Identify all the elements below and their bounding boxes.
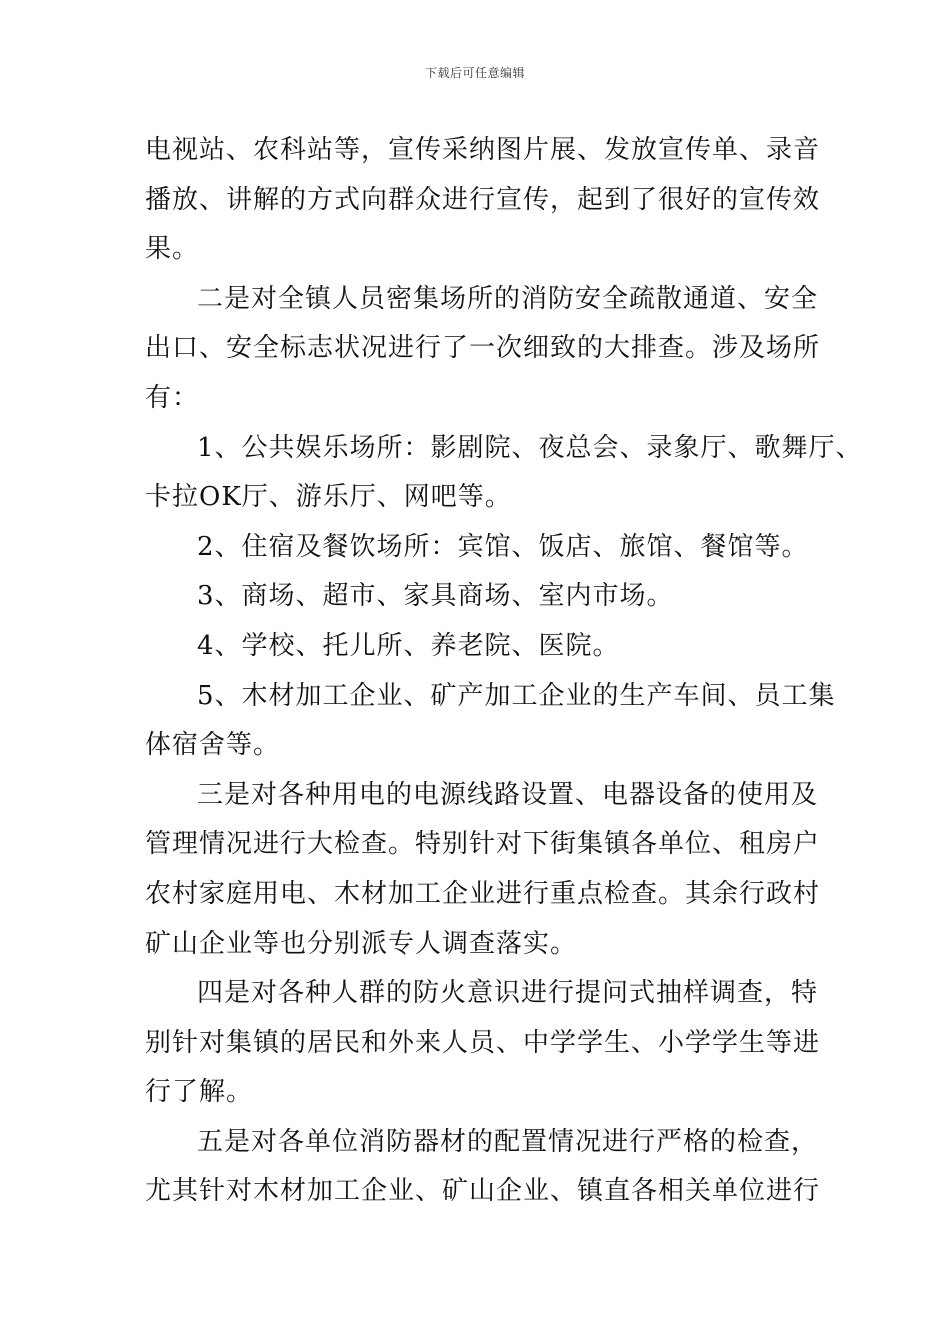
- text-line: 别针对集镇的居民和外来人员、中学学生、小学学生等进: [145, 1027, 821, 1058]
- text-line: 出口、安全标志状况进行了一次细致的大排查。涉及场所: [145, 333, 821, 364]
- text-line: 3、商场、超市、家具商场、室内市场。: [197, 581, 674, 612]
- text-line: 2、住宿及餐饮场所：宾馆、饭店、旅馆、餐馆等。: [197, 531, 809, 562]
- text-line: 三是对各种用电的电源线路设置、电器设备的使用及: [197, 779, 819, 810]
- paragraph: [145, 1118, 821, 1217]
- text-line: 果。: [145, 234, 200, 265]
- text-line: 4、学校、托儿所、养老院、医院。: [197, 630, 620, 661]
- paragraph: [145, 572, 815, 622]
- paragraph: [145, 523, 815, 573]
- document-body: [145, 126, 863, 1217]
- text-line: 1、公共娱乐场所：影剧院、夜总会、录象厅、歌舞厅、: [197, 432, 863, 463]
- paragraph: [145, 622, 815, 672]
- text-line: 行了解。: [145, 1077, 254, 1108]
- paragraph: [145, 771, 821, 969]
- text-line: 播放、讲解的方式向群众进行宣传，起到了很好的宣传效: [145, 184, 821, 215]
- text-line: 二是对全镇人员密集场所的消防安全疏散通道、安全: [197, 283, 819, 314]
- text-line: 体宿舍等。: [145, 730, 281, 761]
- paragraph: [145, 126, 821, 275]
- text-line: 5、木材加工企业、矿产加工企业的生产车间、员工集: [197, 680, 836, 711]
- text-line: 管理情况进行大检查。特别针对下街集镇各单位、租房户: [145, 829, 821, 860]
- text-line: 四是对各种人群的防火意识进行提问式抽样调查，特: [197, 978, 819, 1009]
- text-line: 有：: [145, 382, 200, 413]
- text-line: 电视站、农科站等，宣传采纳图片展、发放宣传单、录音: [145, 135, 821, 165]
- text-line: 农村家庭用电、木材加工企业进行重点检查。其余行政村: [145, 878, 821, 909]
- page-header-note: 下载后可任意编辑: [424, 66, 525, 80]
- paragraph: [145, 672, 836, 771]
- paragraph: [145, 424, 863, 523]
- paragraph: [145, 969, 821, 1118]
- text-line: 卡拉OK厅、游乐厅、网吧等。: [145, 482, 512, 513]
- text-line: 五是对各单位消防器材的配置情况进行严格的检查，: [197, 1126, 819, 1157]
- text-line: 尤其针对木材加工企业、矿山企业、镇直各相关单位进行: [145, 1176, 821, 1207]
- paragraph: [145, 275, 821, 424]
- text-line: 矿山企业等也分别派专人调查落实。: [145, 928, 578, 959]
